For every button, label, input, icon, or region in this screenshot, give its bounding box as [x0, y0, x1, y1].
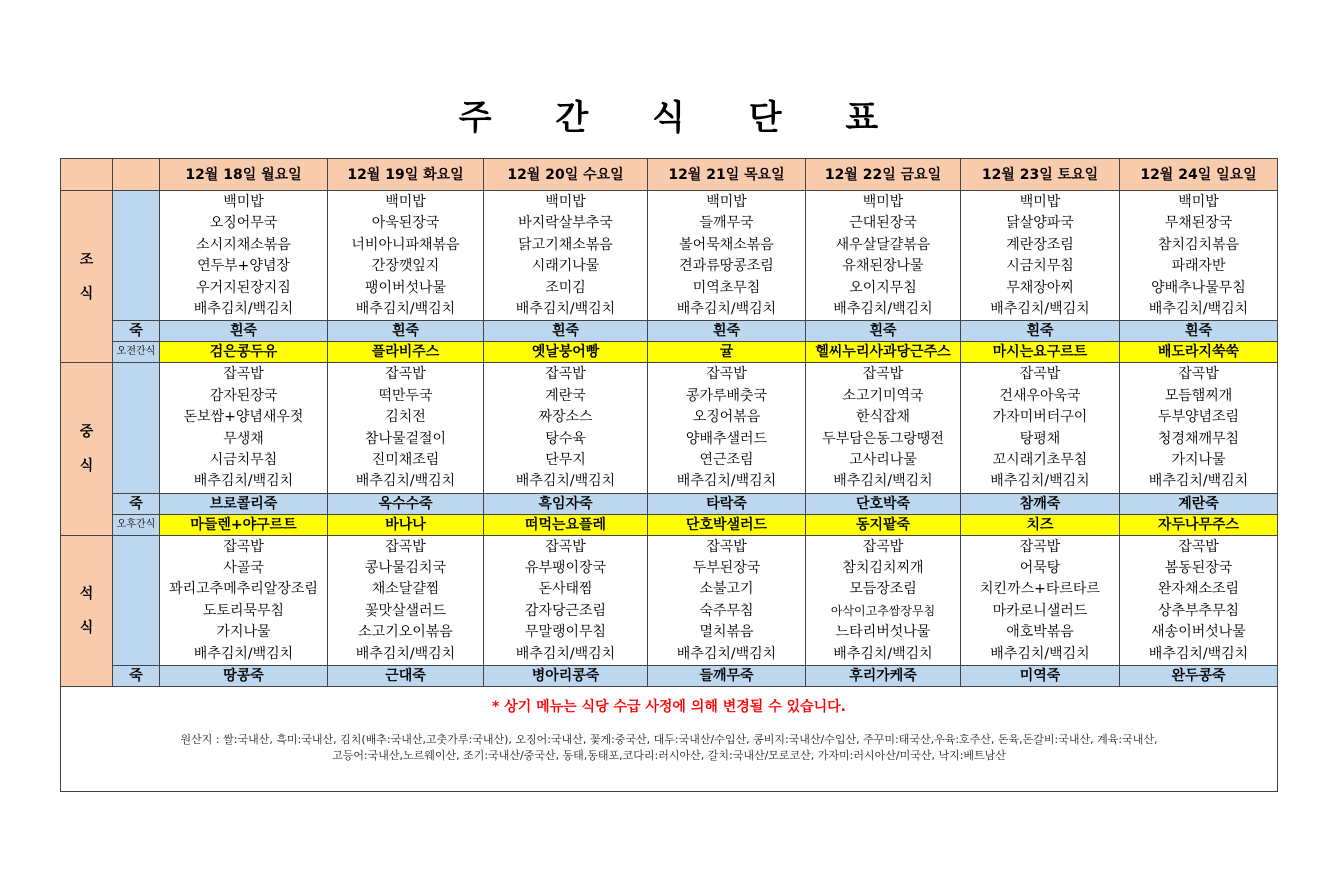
dish-item: 양배추샐러드: [685, 430, 768, 447]
dish-item: 참치김치찌개: [842, 560, 924, 577]
dish-item: 느타리버섯나물: [835, 624, 931, 641]
dish-item: 잡곡밥: [385, 366, 426, 383]
dish-item: 진미채조림: [371, 451, 440, 468]
dish-item: 꽈리고추메추리알장조림: [169, 581, 318, 598]
dish-item: 잡곡밥: [1019, 538, 1061, 555]
dish-item: 양배추나물무침: [1151, 279, 1246, 296]
dish-item: 단무지: [545, 451, 586, 468]
dish-item: 채소달걀찜: [371, 581, 440, 598]
snack-item: 마들렌+야구르트: [160, 514, 328, 535]
snack-item: 옛날붕어빵: [484, 342, 648, 363]
porridge-item: 참깨죽: [961, 493, 1120, 514]
dish-item: 잡곡밥: [706, 366, 747, 383]
dish-item: 백미밥: [223, 194, 264, 210]
lunch-label: [61, 363, 113, 535]
dish-item: 연두부+양념장: [197, 258, 290, 275]
snack-item: 헬씨누리사과당근주스: [806, 342, 961, 363]
dish-cell: [806, 191, 961, 321]
dish-item: 멸치볶음: [699, 624, 754, 641]
dish-item: 백미밥: [1019, 194, 1061, 210]
footer-notes: [61, 687, 1278, 792]
dish-item: 소시지채소볶음: [196, 236, 291, 253]
dish-item: 배추김치/백김치: [833, 300, 933, 317]
dish-item: 백미밥: [385, 194, 426, 210]
dish-item: 콩나물김치국: [364, 560, 447, 577]
dish-item: 소고기오이볶음: [358, 624, 453, 641]
porridge-item: 흰죽: [328, 321, 484, 342]
dish-item: 가지나물: [216, 624, 271, 641]
header-blank: [113, 159, 160, 191]
dish-item: 사골국: [223, 560, 264, 577]
dish-cell: [806, 535, 961, 665]
snack-item: 플라비주스: [328, 342, 484, 363]
dish-item: 건새우아욱국: [999, 387, 1081, 404]
header-row: [61, 159, 1278, 191]
dish-item: 시금치무침: [209, 451, 278, 468]
dish-item: 잡곡밥: [385, 538, 426, 555]
dish-item: 무채장아찌: [1006, 279, 1074, 296]
dish-item: 김치전: [385, 409, 426, 426]
dish-item: 배추김치/백김치: [355, 473, 456, 490]
dish-cell: [484, 191, 648, 321]
dish-item: 시금치무침: [1006, 258, 1074, 275]
lunch-dish-row: [61, 363, 1278, 493]
dish-cell: [160, 363, 328, 493]
dish-item: 돈사태찜: [538, 581, 593, 598]
dish-cell: [328, 363, 484, 493]
dish-item: 두부양념조림: [1157, 409, 1240, 426]
day-header: 12월 22일 금요일: [806, 159, 961, 191]
porridge-item: 땅콩죽: [160, 666, 328, 687]
snack-item: 단호박샐러드: [648, 514, 806, 535]
dish-item: 상추부추무침: [1157, 602, 1240, 619]
dish-item: 감자된장국: [209, 387, 278, 404]
breakfast-dish-row: [61, 191, 1278, 321]
dish-item: 애호박볶음: [1006, 624, 1074, 641]
dish-cell: [484, 363, 648, 493]
dish-item: 배추김치/백김치: [833, 645, 933, 662]
dish-item: 배추김치/백김치: [515, 645, 616, 662]
dish-item: 탕평채: [1019, 430, 1061, 447]
dish-item: 배추김치/백김치: [355, 645, 456, 662]
dish-cell: [961, 363, 1120, 493]
dish-item: 배추김치/백김치: [193, 645, 294, 662]
dish-cell: [806, 363, 961, 493]
dish-item: 배추김치/백김치: [676, 300, 777, 317]
dish-item: 잡곡밥: [223, 366, 264, 383]
dish-cell: [328, 535, 484, 665]
day-header: 12월 18일 월요일: [160, 159, 328, 191]
porridge-item: 계란죽: [1120, 493, 1278, 514]
dish-item: 배추김치/백김치: [193, 473, 294, 490]
dish-cell: [648, 363, 806, 493]
porridge-item: 완두콩죽: [1120, 666, 1278, 687]
dish-item: 배추김치/백김치: [676, 473, 777, 490]
dish-item: 잡곡밥: [545, 538, 586, 555]
dish-cell: [160, 191, 328, 321]
meal-label-char: 중: [79, 424, 94, 441]
dish-item: 새우살달걀볶음: [835, 236, 931, 253]
dish-item: 무말랭이무침: [524, 624, 607, 641]
snack-item: 바나나: [328, 514, 484, 535]
dish-item: 치킨까스+타르타르: [980, 581, 1100, 598]
dish-item: 잡곡밥: [223, 538, 264, 555]
dish-item: 너비아니파채볶음: [351, 236, 460, 253]
day-header: 12월 21일 목요일: [648, 159, 806, 191]
dish-item: 두부된장국: [692, 560, 761, 577]
dish-item: 배추김치/백김치: [1148, 473, 1249, 490]
porridge-item: 병아리콩죽: [484, 666, 648, 687]
dish-item: 봄동된장국: [1164, 560, 1233, 577]
dish-item: 들깨무국: [699, 215, 754, 232]
dish-item: 백미밥: [1178, 194, 1219, 210]
snack-item: 동지팥죽: [806, 514, 961, 535]
dish-item: 숙주무침: [699, 602, 754, 619]
dish-item: 참나물겉절이: [364, 430, 447, 447]
porridge-label: 죽: [113, 493, 160, 514]
snack-item: 배도라지쑥쑥: [1120, 342, 1278, 363]
dish-cell: [648, 191, 806, 321]
snack-item: 검은콩두유: [160, 342, 328, 363]
snack-item: 자두나무주스: [1120, 514, 1278, 535]
dish-item: 청경채깨무침: [1157, 430, 1240, 447]
sub-label-blank: [113, 191, 160, 321]
meal-label-char: 식: [79, 285, 94, 302]
dish-item: 가자미버터구이: [992, 409, 1088, 426]
porridge-item: 타락죽: [648, 493, 806, 514]
dish-item: 배추김치/백김치: [990, 300, 1090, 317]
dish-item: 배추김치/백김치: [676, 645, 777, 662]
dish-item: 잡곡밥: [1178, 538, 1219, 555]
day-header: 12월 19일 화요일: [328, 159, 484, 191]
snack-item: 마시는요구르트: [961, 342, 1120, 363]
dish-item: 도토리묵무침: [202, 602, 285, 619]
dish-item: 배추김치/백김치: [193, 300, 294, 317]
dish-item: 모듬장조림: [849, 581, 917, 598]
porridge-item: 들깨무죽: [648, 666, 806, 687]
meal-label-char: 조: [79, 251, 94, 268]
weekly-menu-table: [60, 158, 1278, 792]
snack-label: 오전간식: [113, 342, 160, 363]
meal-label-char: 식: [79, 619, 94, 636]
dish-item: 배추김치/백김치: [1148, 645, 1249, 662]
porridge-item: 단호박죽: [806, 493, 961, 514]
dish-cell: [648, 535, 806, 665]
dish-item: 완자채소조림: [1157, 581, 1240, 598]
porridge-label: 죽: [113, 666, 160, 687]
dish-item: 배추김치/백김치: [990, 473, 1090, 490]
dish-item: 콩가루배춧국: [685, 387, 768, 404]
dish-item: 잡곡밥: [862, 366, 904, 383]
dish-item: 가지나물: [1171, 451, 1226, 468]
porridge-item: 근대죽: [328, 666, 484, 687]
meal-label-char: 식: [79, 458, 94, 475]
dish-cell: [1120, 363, 1278, 493]
snack-label: 오후간식: [113, 514, 160, 535]
porridge-item: 흑임자죽: [484, 493, 648, 514]
sub-label-blank: [113, 363, 160, 493]
dish-item: 우거지된장지짐: [196, 279, 291, 296]
day-header: 12월 20일 수요일: [484, 159, 648, 191]
lunch-porridge-row: [61, 493, 1278, 514]
dish-item: 소불고기: [699, 581, 754, 598]
change-notice: * 상기 메뉴는 식당 수급 사정에 의해 변경될 수 있습니다.: [491, 699, 847, 716]
dish-item: 연근조림: [699, 451, 754, 468]
dish-cell: [1120, 191, 1278, 321]
dish-item: 꼬시래기초무침: [992, 451, 1088, 468]
porridge-item: 흰죽: [648, 321, 806, 342]
dish-item: 계란장조림: [1006, 236, 1074, 253]
sub-label-blank: [113, 535, 160, 665]
snack-item: 귤: [648, 342, 806, 363]
dish-item: 오징어볶음: [692, 409, 761, 426]
dish-item: 계란국: [545, 387, 586, 404]
dish-item: 무채된장국: [1164, 215, 1233, 232]
dish-item: 새송이버섯나물: [1151, 624, 1246, 641]
dish-item: 돈보쌈+양념새우젓: [183, 409, 304, 426]
dish-item: 탕수육: [545, 430, 586, 447]
porridge-item: 흰죽: [484, 321, 648, 342]
porridge-item: 흰죽: [160, 321, 328, 342]
dish-item: 오징어무국: [209, 215, 278, 232]
page-title: 주 간 식 단 표: [458, 98, 905, 138]
lunch-snack-row: [61, 514, 1278, 535]
dish-item: 아삭이고추쌈장무침: [830, 603, 936, 618]
dish-cell: [484, 535, 648, 665]
dish-cell: [961, 535, 1120, 665]
dish-item: 배추김치/백김치: [515, 473, 616, 490]
dish-item: 잡곡밥: [862, 538, 904, 555]
dish-item: 고사리나물: [849, 451, 917, 468]
dish-item: 백미밥: [706, 194, 747, 210]
dish-cell: [961, 191, 1120, 321]
dish-item: 어묵탕: [1019, 560, 1061, 577]
dish-item: 꽃맛살샐러드: [364, 602, 447, 619]
day-header: 12월 24일 일요일: [1120, 159, 1278, 191]
dish-item: 닭고기채소볶음: [518, 236, 613, 253]
dish-item: 잡곡밥: [1178, 366, 1219, 383]
dish-item: 배추김치/백김치: [1148, 300, 1249, 317]
porridge-item: 후리가케죽: [806, 666, 961, 687]
porridge-label: 죽: [113, 321, 160, 342]
dish-item: 백미밥: [545, 194, 586, 210]
dish-item: 미역초무침: [692, 279, 761, 296]
dish-item: 조미김: [545, 279, 586, 296]
porridge-item: 흰죽: [961, 321, 1120, 342]
dish-item: 아욱된장국: [371, 215, 440, 232]
breakfast-snack-row: [61, 342, 1278, 363]
dinner-dish-row: [61, 535, 1278, 665]
origin-line-2: 고등어:국내산,노르웨이산, 조기:국내산/중국산, 동태,동태포,코다리:러시아산, 갈치:국내산/모로코산, 가자미:러시아산/미국산, 낙지:베트남산: [332, 749, 1006, 763]
dish-item: 짜장소스: [538, 409, 593, 426]
meal-label-char: 석: [79, 585, 94, 602]
dish-item: 감자당근조림: [524, 602, 607, 619]
dish-item: 오이지무침: [849, 279, 917, 296]
dish-item: 유부팽이장국: [524, 560, 607, 577]
dish-cell: [1120, 535, 1278, 665]
dish-item: 근대된장국: [849, 215, 917, 232]
dish-item: 잡곡밥: [545, 366, 586, 383]
dish-cell: [160, 535, 328, 665]
dish-item: 간장깻잎지: [371, 258, 440, 275]
dish-item: 참치김치볶음: [1157, 236, 1240, 253]
dish-item: 바지락살부추국: [518, 215, 613, 232]
dish-item: 한식잡채: [855, 409, 911, 426]
porridge-item: 브로콜리죽: [160, 493, 328, 514]
dish-item: 배추김치/백김치: [833, 473, 933, 490]
snack-item: 치즈: [961, 514, 1120, 535]
dish-item: 유채된장나물: [842, 258, 924, 275]
dish-item: 견과류땅콩조림: [679, 258, 774, 275]
dish-item: 배추김치/백김치: [355, 300, 456, 317]
dish-item: 두부담은동그랑땡전: [822, 430, 944, 447]
dinner-label: [61, 535, 113, 686]
breakfast-porridge-row: [61, 321, 1278, 342]
day-header: 12월 23일 토요일: [961, 159, 1120, 191]
dish-item: 떡만두국: [378, 387, 433, 404]
dish-item: 배추김치/백김치: [990, 645, 1090, 662]
origin-line-1: 원산지 : 쌀:국내산, 흑미:국내산, 김치(배추:국내산,고춧가루:국내산), 오징어:국내산, 꽃게:중국산, 대두:국내산/수입산, 콩비지:국내산/수입산, 주꾸미:태국산,우육:호주산, 돈육,돈갈비:국내산, 계육:국내산,: [180, 733, 1158, 747]
dish-item: 무생채: [223, 430, 264, 447]
snack-item: 떠먹는요플레: [484, 514, 648, 535]
dish-item: 마카로니샐러드: [992, 602, 1088, 619]
dish-item: 잡곡밥: [1019, 366, 1061, 383]
dish-item: 소고기미역국: [842, 387, 924, 404]
porridge-item: 흰죽: [806, 321, 961, 342]
dish-item: 시래기나물: [531, 258, 600, 275]
dish-item: 파래자반: [1171, 258, 1226, 275]
dish-item: 볼어묵채소볶음: [679, 236, 774, 253]
header-blank: [61, 159, 113, 191]
porridge-item: 흰죽: [1120, 321, 1278, 342]
dish-item: 잡곡밥: [706, 538, 747, 555]
porridge-item: 미역죽: [961, 666, 1120, 687]
dinner-porridge-row: [61, 666, 1278, 687]
dish-item: 팽이버섯나물: [364, 279, 447, 296]
dish-item: 백미밥: [862, 194, 904, 210]
dish-item: 배추김치/백김치: [515, 300, 616, 317]
dish-cell: [328, 191, 484, 321]
breakfast-label: [61, 191, 113, 363]
dish-item: 모듬햄찌개: [1164, 387, 1233, 404]
dish-item: 닭살양파국: [1006, 215, 1074, 232]
porridge-item: 옥수수죽: [328, 493, 484, 514]
